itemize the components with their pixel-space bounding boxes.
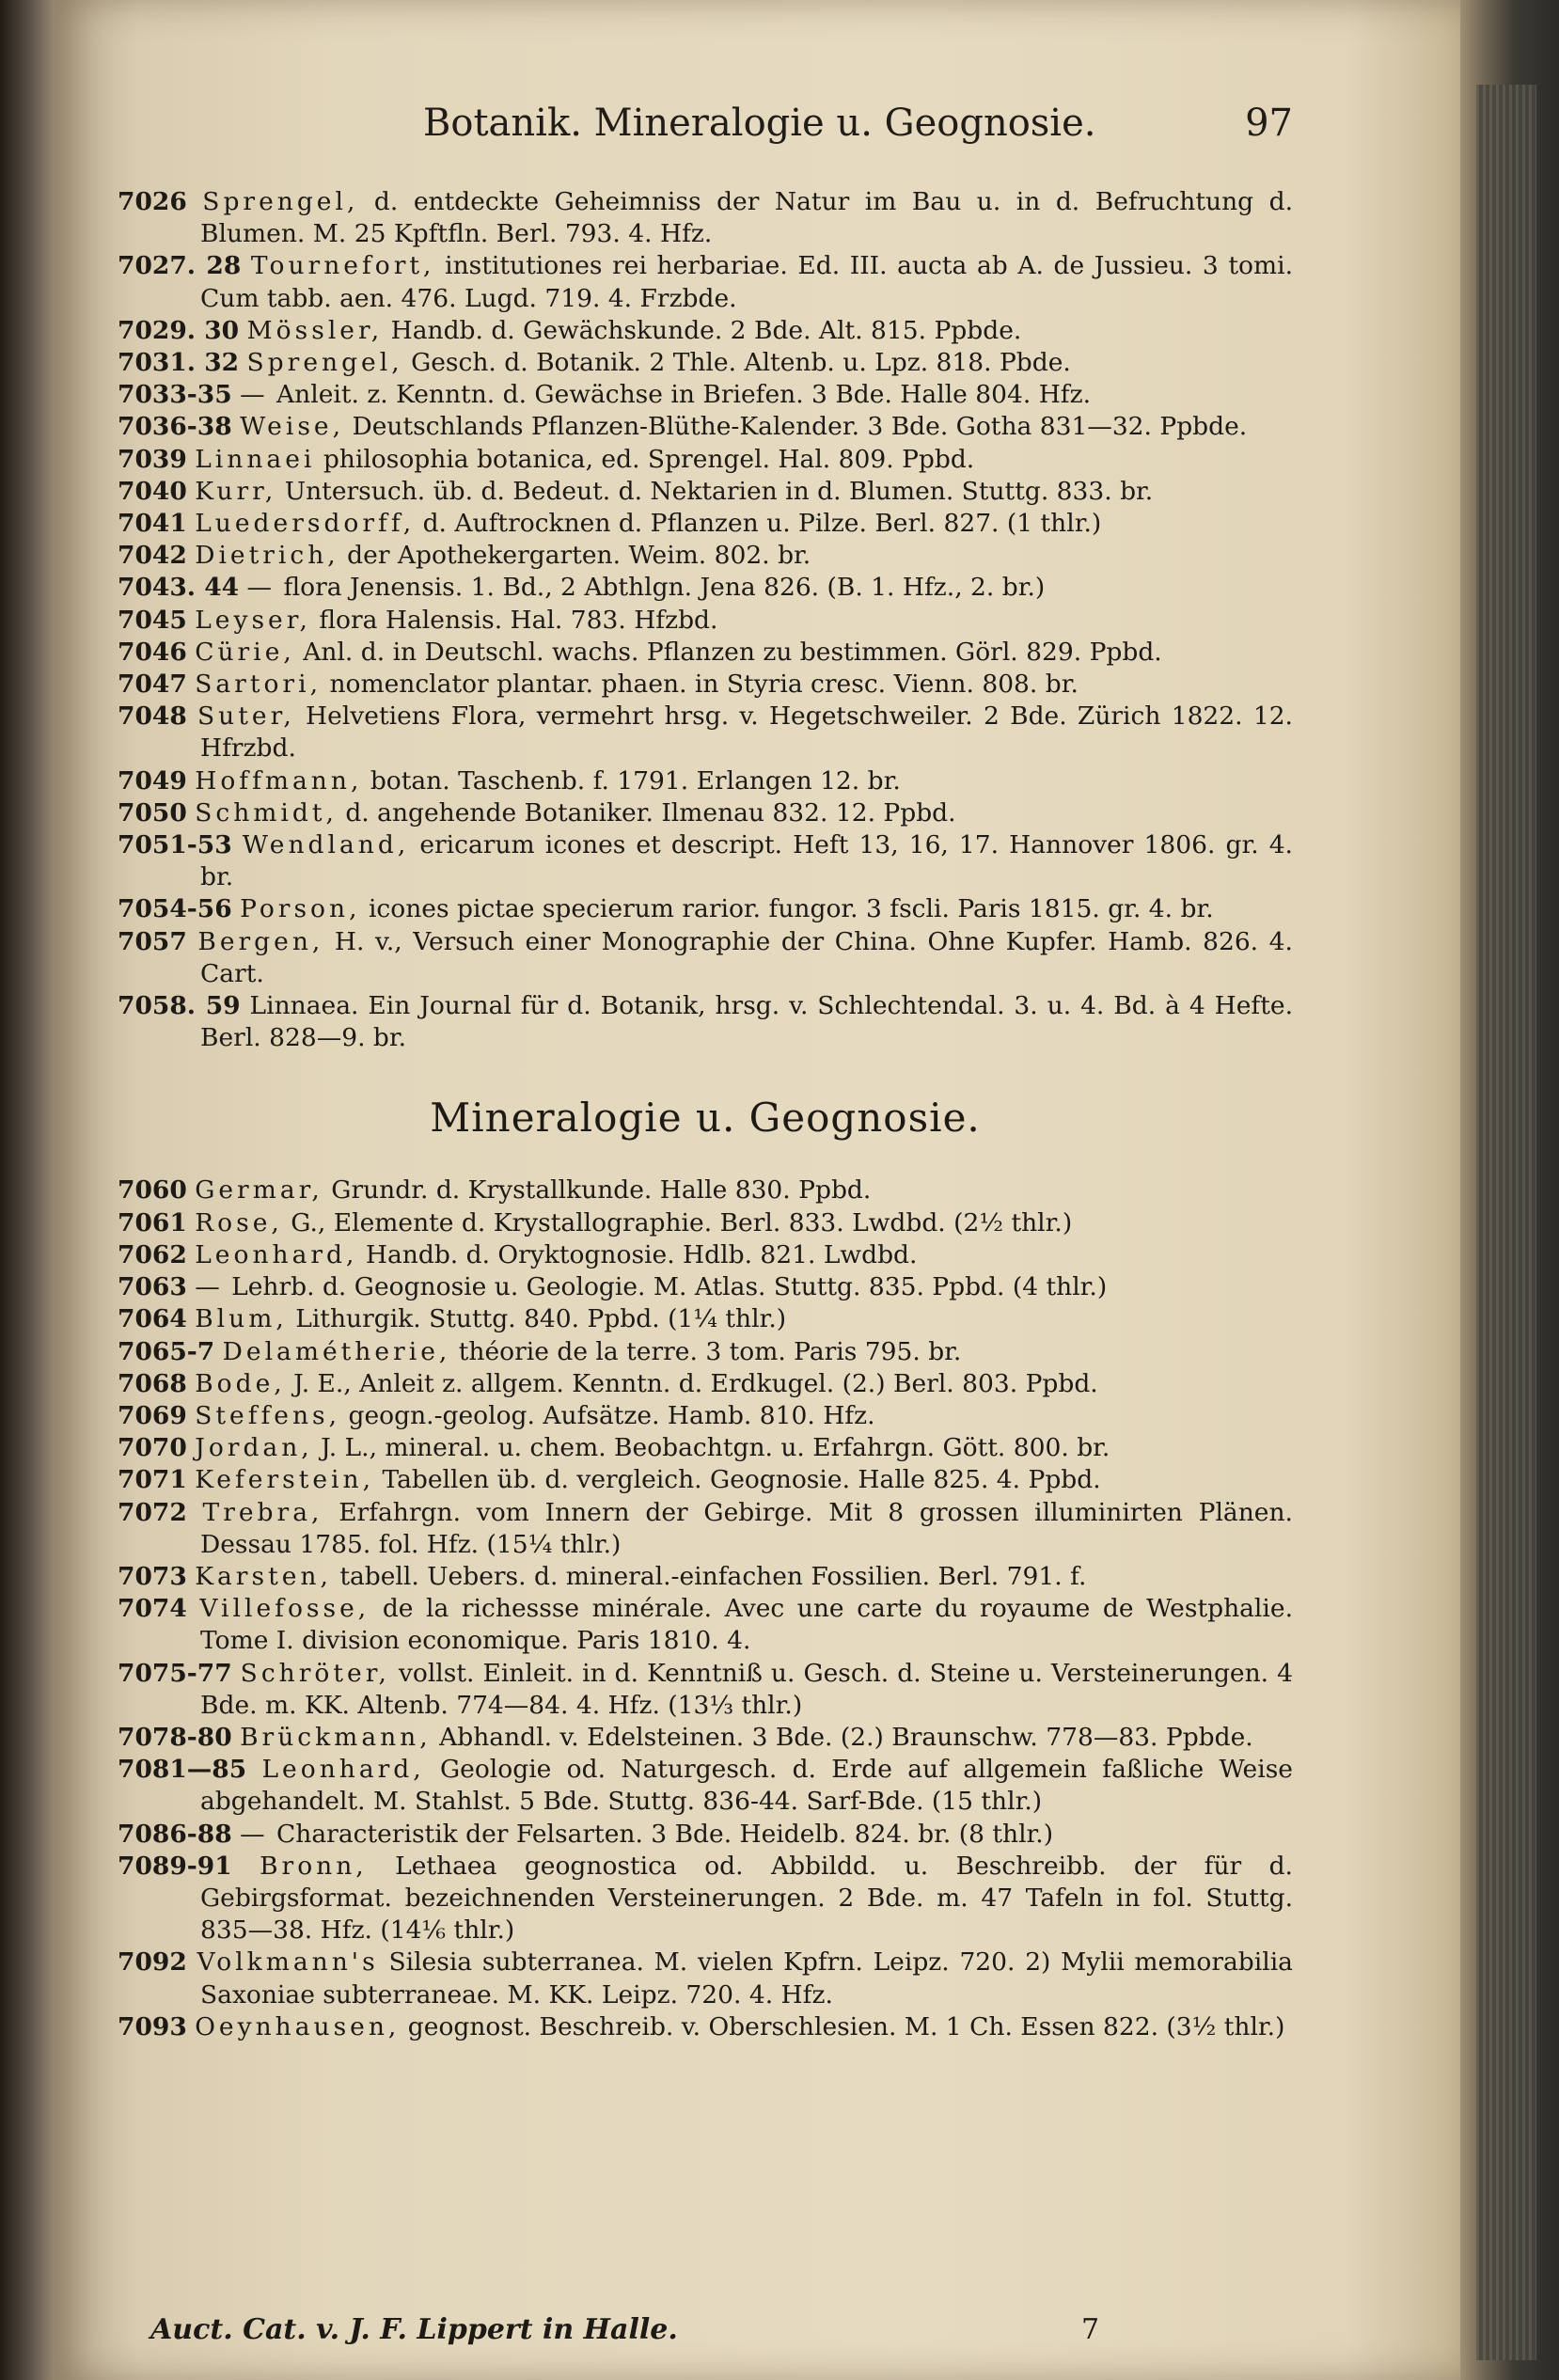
entry-description: Handb. d. Oryktognosie. Hdlb. 821. Lwdbd. <box>365 1239 918 1269</box>
catalog-entry <box>118 1754 1293 1818</box>
entry-author: Karsten, <box>195 1561 332 1591</box>
catalog-entry <box>118 1271 1293 1303</box>
entry-number: 7078-80 <box>118 1722 232 1752</box>
running-title: Botanik. Mineralogie u. Geognosie. <box>423 102 1096 145</box>
entry-description: geogn.-geolog. Aufsätze. Hamb. 810. Hfz. <box>348 1400 875 1430</box>
entry-author: Weise, <box>240 412 345 442</box>
catalog-entry <box>118 186 1293 250</box>
entry-author: Sprengel, <box>246 348 403 378</box>
entry-number: 7040 <box>118 476 187 506</box>
entry-author: Dietrich, <box>195 541 339 571</box>
entry-author: Brückmann, <box>240 1722 432 1752</box>
catalog-entry <box>118 701 1293 764</box>
catalog-entry <box>118 1947 1293 2010</box>
catalog-entry <box>118 669 1293 701</box>
entry-description: institutiones rei herbariae. Ed. III. aucta ab A. de Jussieu. 3 tomi. Cum tabb. aen. 476. Lugd. 719. 4. Frzbde. <box>200 251 1293 313</box>
entry-number: 7057 <box>118 926 187 956</box>
entry-number: 7050 <box>118 797 187 827</box>
catalog-entry <box>118 990 1293 1054</box>
entry-description: vollst. Einleit. in d. Kenntniß u. Gesch. d. Steine u. Versteinerungen. 4 Bde. m. KK. Altenb. 774—84. 4. Hfz. (13⅓ thlr.) <box>200 1658 1293 1720</box>
entry-number: 7045 <box>118 605 187 635</box>
entry-number: 7071 <box>118 1465 187 1495</box>
entry-description: Helvetiens Flora, vermehrt hrsg. v. Hegetschweiler. 2 Bde. Zürich 1822. 12. Hfrzbd. <box>200 701 1293 764</box>
entry-author: Rose, <box>195 1207 283 1237</box>
entry-number: 7063 <box>118 1272 187 1302</box>
entry-description: icones pictae specierum rarior. fungor. 3 fscli. Paris 1815. gr. 4. br. <box>368 894 1214 924</box>
catalog-entry <box>118 1464 1293 1496</box>
entry-description: Tabellen üb. d. vergleich. Geognosie. Halle 825. 4. Ppbd. <box>382 1465 1101 1495</box>
entry-description: flora Halensis. Hal. 783. Hfzbd. <box>319 605 718 635</box>
entry-author: Linnaei <box>195 444 316 474</box>
entry-author: Cürie, <box>195 637 295 667</box>
entry-author: Delamétherie, <box>222 1336 451 1366</box>
entry-author: Tournefort, <box>250 251 435 281</box>
entry-author: — <box>240 380 269 410</box>
entry-author: — <box>246 573 276 603</box>
entry-number: 7072 <box>118 1497 187 1527</box>
entry-number: 7031. 32 <box>118 348 240 378</box>
entry-author: Steffens, <box>195 1400 341 1430</box>
catalog-entry <box>118 1174 1293 1206</box>
entry-number: 7074 <box>118 1594 187 1624</box>
page-number: 97 <box>1245 102 1293 145</box>
entry-description: Lehrb. d. Geognosie u. Geologie. M. Atlas. Stuttg. 835. Ppbd. (4 thlr.) <box>231 1272 1108 1302</box>
entry-number: 7062 <box>118 1239 187 1269</box>
entry-author: Porson, <box>240 894 361 924</box>
catalog-entry <box>118 1303 1293 1335</box>
entry-author: Volkmann's <box>197 1947 379 1978</box>
entry-number: 7041 <box>118 509 187 539</box>
entry-author: Mössler, <box>246 315 384 345</box>
catalog-entry <box>118 540 1293 572</box>
entry-description: Geologie od. Naturgesch. d. Erde auf allgemein faßliche Weise abgehandelt. M. Stahlst. 5 Bde. Stuttg. 836-44. Sarf-Bde. (15 thlr.) <box>200 1755 1293 1817</box>
entry-author: Wendland, <box>242 830 410 860</box>
entry-author: Blum, <box>195 1304 288 1334</box>
catalog-entry <box>118 1851 1293 1947</box>
entry-description: der Apothekergarten. Weim. 802. br. <box>347 541 811 571</box>
entry-description: H. v., Versuch einer Monographie der China. Ohne Kupfer. Hamb. 826. 4. Cart. <box>200 926 1293 988</box>
entry-number: 7064 <box>118 1304 187 1334</box>
entry-description: Untersuch. üb. d. Bedeut. d. Nektarien in d. Blumen. Stuttg. 833. br. <box>284 476 1154 506</box>
entry-description: Handb. d. Gewächskunde. 2 Bde. Alt. 815. Ppbde. <box>390 315 1022 345</box>
entry-author: — <box>195 1272 224 1302</box>
entry-description: Lethaea geognostica od. Abbildd. u. Beschreibb. der für d. Gebirgsformat. bezeichnenden Versteinerungen. 2 Bde. m. 47 Tafeln in fol. Stuttg. 835—38. Hfz. (14⅙ thlr.) <box>200 1851 1293 1946</box>
catalog-entry <box>118 1722 1293 1754</box>
catalog-entry <box>118 797 1293 829</box>
entry-description: d. entdeckte Geheimniss der Natur im Bau u. in d. Befruchtung d. Blumen. M. 25 Kpftfln. Berl. 793. 4. Hfz. <box>200 187 1294 249</box>
catalog-entry <box>118 347 1293 379</box>
botanik-entry-list <box>118 186 1293 1054</box>
entry-author: Oeynhausen, <box>195 2011 401 2041</box>
page-header <box>118 102 1293 158</box>
entry-number: 7092 <box>118 1947 187 1978</box>
catalog-entry <box>118 250 1293 314</box>
entry-description: tabell. Uebers. d. mineral.-einfachen Fossilien. Berl. 791. f. <box>339 1561 1087 1591</box>
entry-description: flora Jenensis. 1. Bd., 2 Abthlgn. Jena 826. (B. 1. Hfz., 2. br.) <box>283 573 1046 603</box>
page-footer <box>150 2313 1110 2351</box>
entry-description: Lithurgik. Stuttg. 840. Ppbd. (1¼ thlr.) <box>295 1304 787 1334</box>
mineralogie-entry-list <box>118 1174 1293 2042</box>
catalog-entry <box>118 379 1293 411</box>
catalog-entry <box>118 315 1293 347</box>
catalog-entry <box>118 765 1293 797</box>
entry-description: Abhandl. v. Edelsteinen. 3 Bde. (2.) Braunschw. 778—83. Ppbde. <box>439 1722 1253 1752</box>
entry-description: J. E., Anleit z. allgem. Kenntn. d. Erdkugel. (2.) Berl. 803. Ppbd. <box>293 1368 1098 1398</box>
entry-description: botan. Taschenb. f. 1791. Erlangen 12. br. <box>370 765 901 796</box>
entry-description: Gesch. d. Botanik. 2 Thle. Altenb. u. Lpz. 818. Pbde. <box>411 348 1071 378</box>
entry-description: de la richessse minérale. Avec une carte du royaume de Westphalie. Tome I. division economique. Paris 1810. 4. <box>200 1594 1293 1656</box>
entry-author: Schröter, <box>240 1658 390 1688</box>
entry-description: Erfahrgn. vom Innern der Gebirge. Mit 8 grossen illuminirten Plänen. Dessau 1785. fol. Hfz. (15¼ thlr.) <box>200 1497 1293 1559</box>
catalog-entry <box>118 411 1293 443</box>
catalog-entry <box>118 1368 1293 1400</box>
catalog-entry <box>118 1336 1293 1368</box>
entry-number: 7069 <box>118 1400 187 1430</box>
catalog-entry <box>118 1239 1293 1271</box>
entry-number: 7086-88 <box>118 1819 232 1849</box>
entry-number: 7060 <box>118 1175 187 1206</box>
entry-number: 7043. 44 <box>118 573 240 603</box>
entry-number: 7075-77 <box>118 1658 232 1688</box>
section-title: Mineralogie u. Geognosie. <box>430 1095 981 1142</box>
entry-number: 7047 <box>118 670 187 700</box>
entry-number: 7089-91 <box>118 1851 232 1881</box>
catalog-entry <box>118 508 1293 540</box>
entry-author: Hoffmann, <box>195 765 363 796</box>
catalog-entry <box>118 605 1293 637</box>
entry-description: Characteristik der Felsarten. 3 Bde. Heidelb. 824. br. (8 thlr.) <box>276 1819 1054 1849</box>
catalog-entry <box>118 1593 1293 1657</box>
entry-number: 7061 <box>118 1207 187 1237</box>
catalog-entry <box>118 926 1293 990</box>
entry-description: d. Auftrocknen d. Pflanzen u. Pilze. Berl. 827. (1 thlr.) <box>422 509 1102 539</box>
catalog-entry <box>118 1497 1293 1561</box>
catalog-entry <box>118 1658 1293 1722</box>
book-edge-strip <box>1476 85 1536 2360</box>
entry-description: J. L., mineral. u. chem. Beobachtgn. u. Erfahrgn. Gött. 800. br. <box>321 1433 1110 1463</box>
catalog-entry <box>118 637 1293 669</box>
catalog-entry <box>118 829 1293 893</box>
entry-description: d. angehende Botaniker. Ilmenau 832. 12. Ppbd. <box>345 797 956 827</box>
entry-number: 7054-56 <box>118 894 232 924</box>
entry-description: Deutschlands Pflanzen-Blüthe-Kalender. 3 Bde. Gotha 831—32. Ppbde. <box>352 412 1248 442</box>
entry-number: 7042 <box>118 541 187 571</box>
entry-number: 7026 <box>118 187 187 216</box>
entry-author: Sprengel, <box>202 187 359 216</box>
entry-author: Suter, <box>197 701 295 732</box>
entry-description: Linnaea. Ein Journal für d. Botanik, hrsg. v. Schlechtendal. 3. u. 4. Bd. à 4 Hefte. Berl. 828—9. br. <box>200 991 1293 1053</box>
catalog-entry <box>118 572 1293 604</box>
entry-description: Silesia subterranea. M. vielen Kpfrn. Leipz. 720. 2) Mylii memorabilia Saxoniae subterraneae. M. KK. Leipz. 720. 4. Hfz. <box>200 1947 1293 2010</box>
entry-author: Keferstein, <box>195 1465 375 1495</box>
entry-number: 7049 <box>118 765 187 796</box>
entry-description: ericarum icones et descript. Heft 13, 16, 17. Hannover 1806. gr. 4. br. <box>200 830 1293 892</box>
entry-author: Bode, <box>195 1368 286 1398</box>
entry-number: 7068 <box>118 1368 187 1398</box>
entry-number: 7046 <box>118 637 187 667</box>
entry-number: 7093 <box>118 2011 187 2041</box>
catalog-entry <box>118 1400 1293 1432</box>
catalog-entry <box>118 444 1293 476</box>
entry-description: G., Elemente d. Krystallographie. Berl. 833. Lwdbd. (2½ thlr.) <box>291 1207 1073 1237</box>
entry-description: philosophia botanica, ed. Sprengel. Hal. 809. Ppbd. <box>323 444 975 474</box>
entry-author: Bronn, <box>260 1851 368 1881</box>
entry-author: Bergen, <box>197 926 324 956</box>
entry-number: 7081—85 <box>118 1755 247 1785</box>
entry-number: 7051-53 <box>118 830 232 860</box>
catalog-entry <box>118 1432 1293 1464</box>
signature-mark: 7 <box>1081 2313 1100 2346</box>
entry-author: Kurr, <box>195 476 277 506</box>
entry-number: 7027. 28 <box>118 251 242 281</box>
catalog-entry <box>118 893 1293 925</box>
catalog-entry <box>118 2011 1293 2043</box>
catalog-entry <box>118 1207 1293 1239</box>
entry-number: 7070 <box>118 1433 187 1463</box>
entry-number: 7065-7 <box>118 1336 215 1366</box>
footer-imprint: Auct. Cat. v. J. F. Lippert in Halle. <box>150 2313 678 2346</box>
entry-number: 7039 <box>118 444 187 474</box>
entry-author: Villefosse, <box>199 1594 370 1624</box>
entry-number: 7033-35 <box>118 380 232 410</box>
entry-number: 7048 <box>118 701 187 732</box>
entry-description: Grundr. d. Krystallkunde. Halle 830. Ppbd. <box>331 1175 872 1206</box>
entry-description: Anleit. z. Kenntn. d. Gewächse in Briefen. 3 Bde. Halle 804. Hfz. <box>276 380 1092 410</box>
entry-author: Germar, <box>195 1175 323 1206</box>
entry-author: Luedersdorff, <box>195 509 416 539</box>
entry-author: Trebra, <box>202 1497 323 1527</box>
catalog-content <box>118 186 1293 2043</box>
entry-author: Leonhard, <box>261 1755 425 1785</box>
catalog-entry <box>118 476 1293 508</box>
entry-author: Schmidt, <box>195 797 338 827</box>
entry-number: 7036-38 <box>118 412 232 442</box>
entry-number: 7058. 59 <box>118 991 241 1021</box>
entry-number: 7073 <box>118 1561 187 1591</box>
entry-description: nomenclator plantar. phaen. in Styria cresc. Vienn. 808. br. <box>329 670 1079 700</box>
entry-author: Jordan, <box>195 1433 313 1463</box>
entry-description: geognost. Beschreib. v. Oberschlesien. M. 1 Ch. Essen 822. (3½ thlr.) <box>407 2011 1285 2041</box>
catalog-entry <box>118 1561 1293 1593</box>
entry-description: théorie de la terre. 3 tom. Paris 795. br. <box>458 1336 962 1366</box>
entry-number: 7029. 30 <box>118 315 240 345</box>
entry-author: — <box>240 1819 269 1849</box>
entry-description: Anl. d. in Deutschl. wachs. Pflanzen zu bestimmen. Görl. 829. Ppbd. <box>303 637 1162 667</box>
entry-author: Sartori, <box>195 670 322 700</box>
entry-author: Leonhard, <box>195 1239 358 1269</box>
catalog-entry <box>118 1819 1293 1851</box>
entry-author: Leyser, <box>195 605 311 635</box>
